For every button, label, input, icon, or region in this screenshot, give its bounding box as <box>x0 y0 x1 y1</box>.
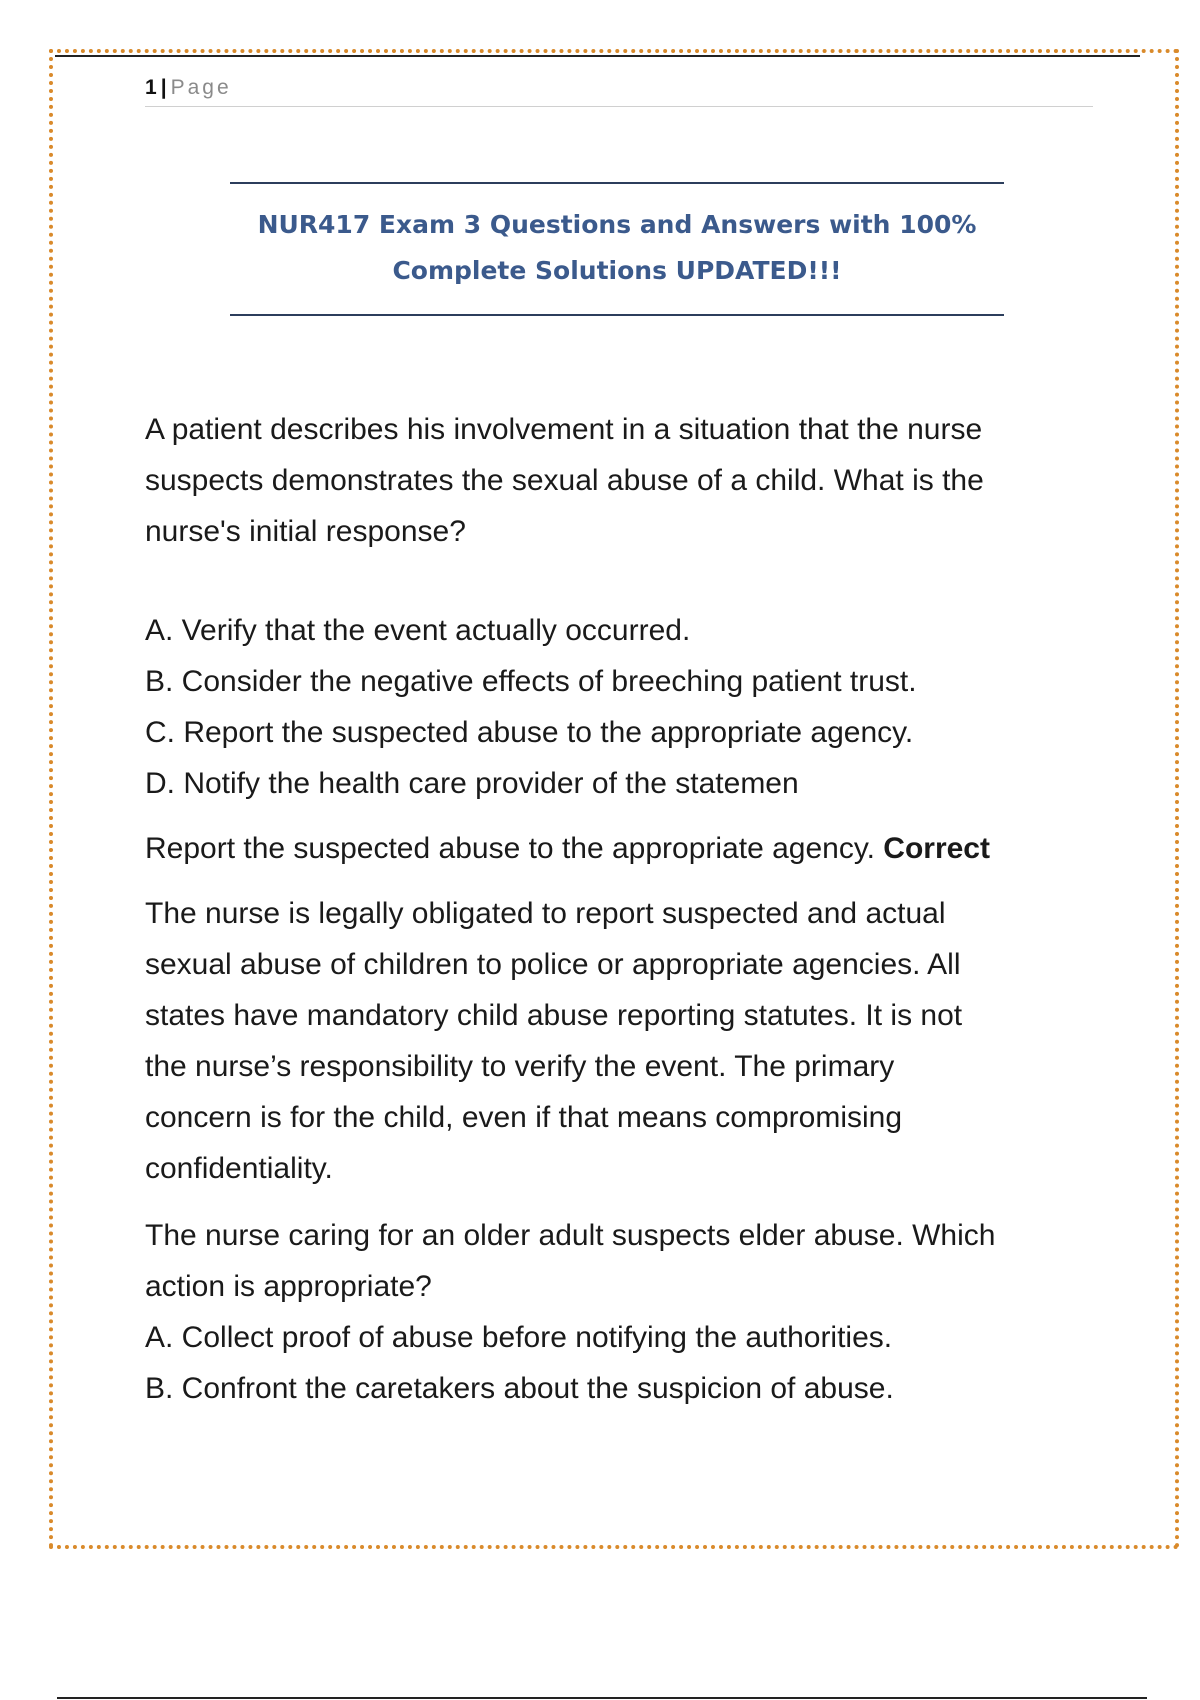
text-line: the nurse’s responsibility to verify the event. The primary <box>145 1050 895 1083</box>
text-line: The nurse caring for an older adult suspects elder abuse. Which <box>145 1219 996 1252</box>
option-b: B. Consider the negative effects of breeching patient trust. <box>145 665 917 698</box>
answer-correct-mark: Correct <box>883 832 990 865</box>
question-2-options <box>145 1312 1105 1414</box>
text-line: sexual abuse of children to police or appropriate agencies. All <box>145 948 961 981</box>
page-separator: | <box>160 76 167 99</box>
question-1-rationale <box>145 888 1105 1194</box>
text-line: The nurse is legally obligated to report suspected and actual <box>145 897 946 930</box>
text-line: nurse's initial response? <box>145 515 466 548</box>
top-rule <box>55 55 1140 57</box>
title-line-2: Complete Solutions UPDATED!!! <box>392 256 842 285</box>
text-line: suspects demonstrates the sexual abuse of a child. What is the <box>145 464 984 497</box>
option-d: D. Notify the health care provider of the statemen <box>145 767 799 800</box>
question-2-text <box>145 1210 1105 1312</box>
spacer <box>145 874 1105 888</box>
text-line: A patient describes his involvement in a situation that the nurse <box>145 413 983 446</box>
document-body <box>145 404 1105 1414</box>
document-title <box>230 182 1004 316</box>
page-number: 1 <box>145 76 157 99</box>
text-line: concern is for the child, even if that means compromising <box>145 1101 903 1134</box>
question-1-options <box>145 605 1105 809</box>
option-a: A. Verify that the event actually occurred. <box>145 614 691 647</box>
page-header <box>145 70 1093 107</box>
option-c: C. Report the suspected abuse to the appropriate agency. <box>145 716 914 749</box>
spacer <box>145 557 1105 605</box>
next-page-top-rule <box>57 1697 1147 1699</box>
question-1-answer <box>145 823 1105 874</box>
option-a: A. Collect proof of abuse before notifying the authorities. <box>145 1321 893 1354</box>
text-line: action is appropriate? <box>145 1270 432 1303</box>
spacer <box>145 809 1105 823</box>
text-line: states have mandatory child abuse reporting statutes. It is not <box>145 999 963 1032</box>
page-label: Page <box>170 76 232 99</box>
spacer <box>145 1194 1105 1210</box>
title-line-1: NUR417 Exam 3 Questions and Answers with 100% <box>257 210 977 239</box>
text-line: confidentiality. <box>145 1152 333 1185</box>
question-1-text <box>145 404 1105 557</box>
answer-text: Report the suspected abuse to the appropriate agency. <box>145 832 875 865</box>
option-b: B. Confront the caretakers about the suspicion of abuse. <box>145 1372 894 1405</box>
